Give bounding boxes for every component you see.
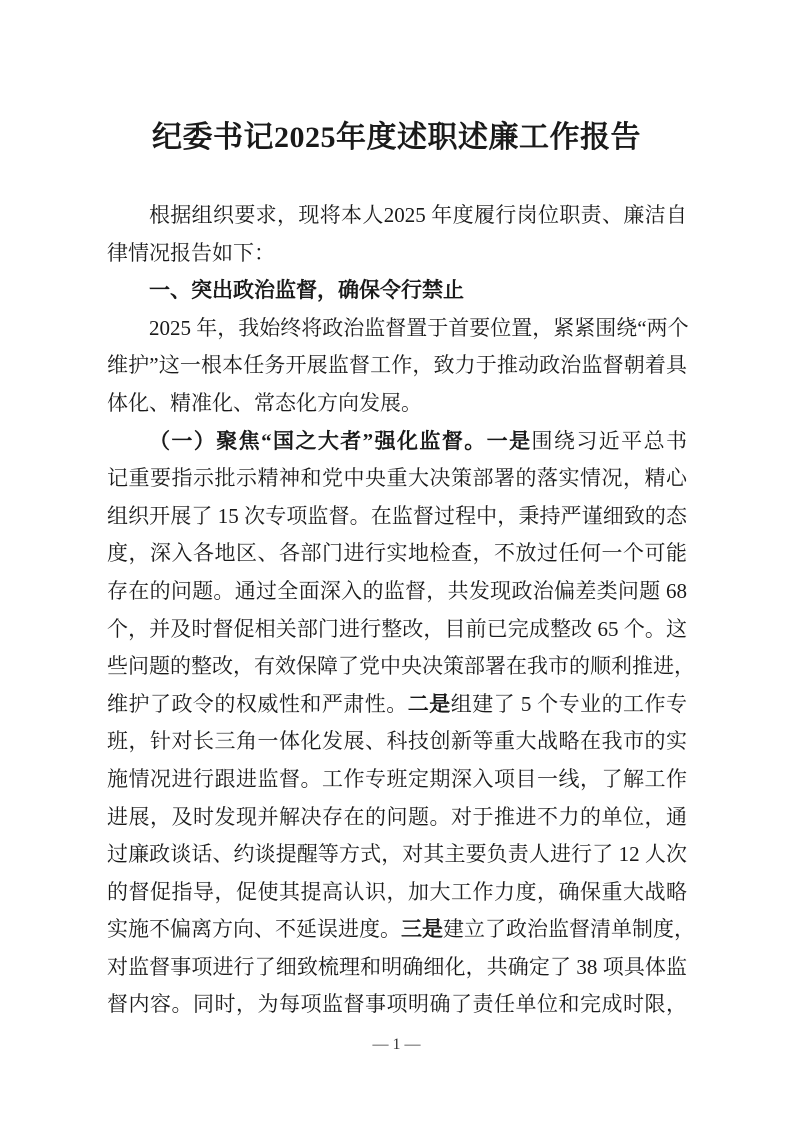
text-line xyxy=(107,347,687,385)
document-body xyxy=(107,197,695,1024)
text-segment: 班，针对长三角一体化发展、科技创新等重大战略在我市的实 xyxy=(107,729,687,754)
text-line xyxy=(107,573,687,611)
text-segment: 对监督事项进行了细致梳理和明确细化，共确定了 38 项具体监 xyxy=(107,954,687,979)
text-line xyxy=(107,611,687,649)
text-segment: 些问题的整改，有效保障了党中央决策部署在我市的顺利推进， xyxy=(107,654,695,679)
text-segment: 组织开展了 15 次专项监督。在监督过程中，秉持严谨细致的态 xyxy=(107,503,687,528)
text-segment: 的督促指导，促使其提高认识，加大工作力度，确保重大战略 xyxy=(107,879,687,904)
text-line xyxy=(107,874,687,912)
page-number: — 1 — xyxy=(372,1036,421,1053)
text-line xyxy=(107,911,695,949)
text-segment: 度，深入各地区、各部门进行实地检查，不放过任何一个可能 xyxy=(107,541,687,566)
bold-text: 二是 xyxy=(407,691,451,716)
text-segment: 记重要指示批示精神和党中央重大决策部署的落实情况，精心 xyxy=(107,466,687,491)
bold-text: 三是 xyxy=(401,917,443,942)
text-line xyxy=(107,310,687,348)
text-line xyxy=(107,761,687,799)
text-line xyxy=(107,648,695,686)
text-line xyxy=(107,460,687,498)
text-line xyxy=(107,385,687,423)
text-line xyxy=(107,723,687,761)
text-line xyxy=(107,986,687,1024)
text-segment: 建立了政治监督清单制度， xyxy=(443,917,695,942)
text-segment: 存在的问题。通过全面深入的监督，共发现政治偏差类问题 68 xyxy=(107,578,687,603)
bold-text: 一、突出政治监督，确保令行禁止 xyxy=(149,278,464,303)
text-segment: 实施不偏离方向、不延误进度。 xyxy=(107,917,401,942)
text-line xyxy=(107,686,687,724)
text-segment: 个，并及时督促相关部门进行整改，目前已完成整改 65 个。这 xyxy=(107,616,687,641)
bold-text: （一）聚焦“国之大者”强化监督。一是 xyxy=(149,428,532,453)
text-line xyxy=(107,535,687,573)
text-line xyxy=(107,799,687,837)
text-line xyxy=(107,423,687,461)
text-segment: 施情况进行跟进监督。工作专班定期深入项目一线，了解工作 xyxy=(107,766,687,791)
text-segment: 督内容。同时，为每项监督事项明确了责任单位和完成时限， xyxy=(107,992,687,1017)
text-line xyxy=(107,235,687,273)
text-segment: 2025 年，我始终将政治监督置于首要位置，紧紧围绕“两个 xyxy=(149,315,689,340)
text-line xyxy=(107,836,687,874)
text-segment: 进展，及时发现并解决存在的问题。对于推进不力的单位，通 xyxy=(107,804,687,829)
text-segment: 维护了政令的权威性和严肃性。 xyxy=(107,691,408,716)
text-segment: 围绕习近平总书 xyxy=(531,428,687,453)
document-title: 纪委书记2025年度述职述廉工作报告 xyxy=(152,121,641,154)
text-line xyxy=(107,197,687,235)
text-segment: 体化、精准化、常态化方向发展。 xyxy=(107,390,422,415)
text-line xyxy=(107,949,687,987)
text-segment: 过廉政谈话、约谈提醒等方式，对其主要负责人进行了 12 人次 xyxy=(107,842,687,867)
text-segment: 维护”这一根本任务开展监督工作，致力于推动政治监督朝着具 xyxy=(107,353,687,378)
text-segment: 根据组织要求，现将本人2025 年度履行岗位职责、廉洁自 xyxy=(149,203,687,227)
text-segment: 组建了 5 个专业的工作专 xyxy=(450,691,688,716)
text-line xyxy=(107,498,687,536)
section-heading xyxy=(107,272,687,310)
text-segment: 律情况报告如下： xyxy=(107,240,275,265)
